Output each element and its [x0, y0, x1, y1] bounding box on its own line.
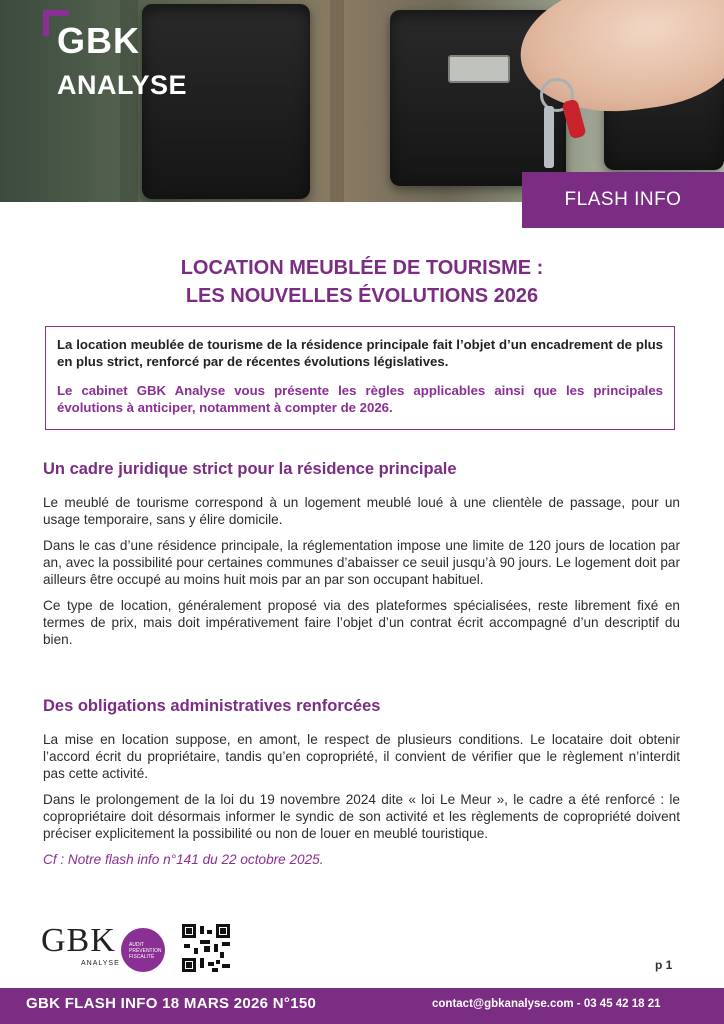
page-number: p 1	[655, 958, 673, 972]
combination-dial	[448, 55, 510, 83]
circle-text-1: AUDIT	[129, 942, 144, 948]
flash-info-tag: FLASH INFO	[522, 172, 724, 228]
logo-gbk: GBK	[57, 20, 140, 61]
circle-text-2: PRÉVENTION	[129, 948, 162, 954]
section-legal-framework	[43, 460, 680, 657]
footer-logo	[41, 922, 166, 972]
paragraph: Dans le prolongement de la loi du 19 novembre 2024 dite « loi Le Meur », le cadre a été renforcé : le copropriétaire doit désormais informer le syndic de son activité et les règlements de copropriété doivent préciser explicitement la possibilité ou non de louer en meublé touristique.	[43, 792, 680, 841]
paragraph: La mise en location suppose, en amont, le respect de plusieurs conditions. Le locataire doit obtenir l’accord écrit du propriétaire, tandis qu’en copropriété, il convient de vérifier que le règlement n’interdit pas cette activité.	[43, 732, 680, 781]
key-icon	[544, 106, 554, 168]
intro-paragraph-2: Le cabinet GBK Analyse vous présente les règles applicables ainsi que les principales évolutions à anticiper, notamment à compter de 2026.	[57, 383, 663, 415]
title-line-2: LES NOUVELLES ÉVOLUTIONS 2026	[185, 285, 539, 307]
intro-paragraph-1: La location meublée de tourisme de la résidence principale fait l’objet d’un encadrement de plus en plus strict, renforcé par de récentes évolutions législatives.	[57, 337, 663, 369]
qr-code[interactable]	[182, 924, 230, 972]
section-heading: Des obligations administratives renforcées	[43, 697, 381, 715]
page-title	[0, 254, 724, 310]
footer-logo-analyse: ANALYSE	[81, 960, 120, 967]
intro-box	[45, 326, 675, 430]
paragraph: Dans le cas d’une résidence principale, la réglementation impose une limite de 120 jours de location par an, avec la possibilité pour certaines communes d’abaisser ce seuil jusqu’à 90 jours. Le logement doit par ailleurs être occupé au moins huit mois par an par son occupant habituel.	[43, 538, 680, 587]
section-admin-obligations	[43, 697, 680, 877]
circle-text-3: FISCALITÉ	[129, 954, 155, 960]
footer-bar	[0, 988, 724, 1024]
fence-plank	[330, 0, 344, 202]
issue-info: GBK FLASH INFO 18 MARS 2026 N°150	[26, 995, 317, 1012]
title-line-1: LOCATION MEUBLÉE DE TOURISME :	[180, 257, 544, 279]
key-lockbox	[142, 4, 310, 199]
footer-logo-gbk: GBK	[41, 922, 116, 959]
footer-logo-circle	[121, 928, 165, 972]
section-heading: Un cadre juridique strict pour la résidence principale	[43, 460, 457, 478]
contact-info[interactable]: contact@gbkanalyse.com - 03 45 42 18 21	[432, 998, 661, 1010]
paragraph: Ce type de location, généralement proposé via des plateformes spécialisées, reste librement fixé en termes de prix, mais doit impérativement faire l’objet d’un contrat écrit accompagné d’un descriptif du bien.	[43, 598, 680, 647]
paragraph: Le meublé de tourisme correspond à un logement meublé loué à une clientèle de passage, pour un usage temporaire, sans y élire domicile.	[43, 495, 680, 527]
reference-note: Cf : Notre flash info n°141 du 22 octobre 2025.	[43, 852, 324, 867]
logo-analyse: ANALYSE	[57, 70, 188, 100]
